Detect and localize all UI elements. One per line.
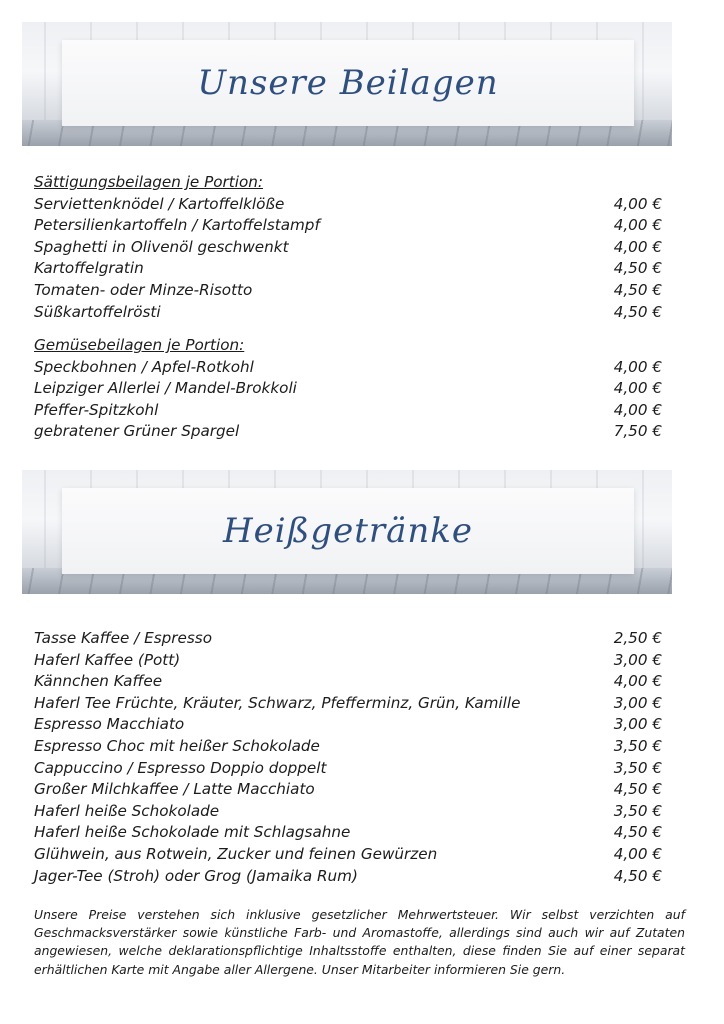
menu-item: [34, 714, 664, 736]
item-name: Glühwein, aus Rotwein, Zucker und feinen Gewürzen: [34, 844, 438, 863]
item-name: Haferl heiße Schokolade mit Schlagsahne: [34, 823, 351, 842]
item-name: Großer Milchkaffee / Latte Macchiato: [34, 780, 315, 799]
item-price: 4,50 €: [613, 866, 662, 885]
item-name: Serviettenknödel / Kartoffelklöße: [34, 194, 285, 213]
item-name: Tasse Kaffee / Espresso: [34, 629, 212, 647]
menu-item: [34, 693, 664, 715]
menu-item: [34, 779, 664, 801]
item-price: 4,00 €: [613, 844, 662, 863]
item-price: 3,00 €: [613, 650, 662, 669]
item-price: 4,50 €: [613, 823, 662, 842]
banner-beilagen: [22, 22, 672, 146]
item-name: Haferl Kaffee (Pott): [34, 650, 181, 669]
menu-item: [34, 650, 664, 672]
item-price: 3,50 €: [613, 758, 662, 777]
item-name: Pfeffer-Spitzkohl: [34, 400, 159, 419]
item-price: 7,50 €: [613, 422, 662, 441]
item-price: 4,00 €: [613, 672, 662, 691]
item-price: 4,00 €: [613, 194, 662, 213]
item-price: 4,00 €: [613, 379, 662, 398]
item-name: Espresso Choc mit heißer Schokolade: [34, 736, 320, 755]
menu-item: [34, 822, 664, 844]
menu-item: [34, 628, 664, 650]
item-name: Jager-Tee (Stroh) oder Grog (Jamaika Rum): [34, 866, 358, 885]
menu-item: [34, 280, 664, 302]
section-gemuesebeilagen: [34, 335, 664, 443]
item-name: Kartoffelgratin: [34, 259, 144, 278]
menu-item: [34, 378, 664, 400]
menu-item: [34, 801, 664, 823]
item-price: 3,00 €: [613, 715, 662, 734]
menu-item: [34, 400, 664, 422]
item-price: 4,00 €: [613, 237, 662, 256]
item-price: 3,50 €: [613, 736, 662, 755]
menu-item: [34, 866, 664, 888]
item-name: gebratener Grüner Spargel: [34, 422, 240, 441]
footer-note: Unsere Preise verstehen sich inklusive gesetzlicher Mehrwertsteuer. Wir selbst verzichten auf Geschmacksverstärker sowie künstliche Farb- und Aromastoffe, allerdings sind auch wir auf Zutaten angewiesen, welche deklarationspflichtige Inhaltsstoffe enthalten, diese finden Sie auf einer separat erhältlichen Karte mit Angabe aller Allergene. Unser Mitarbeiter informieren Sie gern.: [34, 907, 685, 977]
item-name: Haferl Tee Früchte, Kräuter, Schwarz, Pfefferminz, Grün, Kamille: [34, 693, 521, 712]
menu-item: [34, 758, 664, 780]
item-price: 4,00 €: [613, 216, 662, 235]
menu-item: [34, 237, 664, 259]
item-name: Cappuccino / Espresso Doppio doppelt: [34, 758, 327, 777]
section-heading: Gemüsebeilagen je Portion:: [34, 336, 245, 354]
menu-item: [34, 421, 664, 443]
menu-item: [34, 844, 664, 866]
item-name: Leipziger Allerlei / Mandel-Brokkoli: [34, 379, 297, 398]
banner-ribbon: [62, 488, 634, 574]
item-price: 4,50 €: [613, 280, 662, 299]
menu-item: [34, 736, 664, 758]
item-name: Speckbohnen / Apfel-Rotkohl: [34, 357, 254, 376]
section-saettigungsbeilagen: [34, 172, 664, 323]
menu-item: [34, 194, 664, 216]
item-name: Spaghetti in Olivenöl geschwenkt: [34, 237, 289, 256]
section-heissgetraenke: [34, 628, 664, 887]
item-name: Kännchen Kaffee: [34, 672, 163, 691]
menu-item: [34, 215, 664, 237]
banner-heissgetraenke: [22, 470, 672, 594]
menu-item: [34, 258, 664, 280]
item-price: 3,50 €: [613, 801, 662, 820]
item-price: 4,50 €: [613, 302, 662, 321]
item-name: Espresso Macchiato: [34, 715, 185, 734]
item-name: Petersilienkartoffeln / Kartoffelstampf: [34, 216, 320, 235]
item-price: 3,00 €: [613, 693, 662, 712]
item-price: 4,00 €: [613, 400, 662, 419]
banner-ribbon: [62, 40, 634, 126]
item-price: 4,00 €: [613, 357, 662, 376]
menu-item: [34, 302, 664, 324]
item-price: 4,50 €: [613, 780, 662, 799]
item-name: Süßkartoffelrösti: [34, 302, 161, 321]
item-name: Tomaten- oder Minze-Risotto: [34, 280, 253, 299]
item-price: 2,50 €: [613, 629, 662, 647]
page-title-beilagen: Unsere Beilagen: [197, 63, 499, 103]
menu-item: [34, 671, 664, 693]
item-price: 4,50 €: [613, 259, 662, 278]
item-name: Haferl heiße Schokolade: [34, 801, 220, 820]
menu-item: [34, 357, 664, 379]
page-title-heissgetraenke: Heißgetränke: [222, 511, 474, 551]
section-heading: Sättigungsbeilagen je Portion:: [34, 173, 263, 191]
